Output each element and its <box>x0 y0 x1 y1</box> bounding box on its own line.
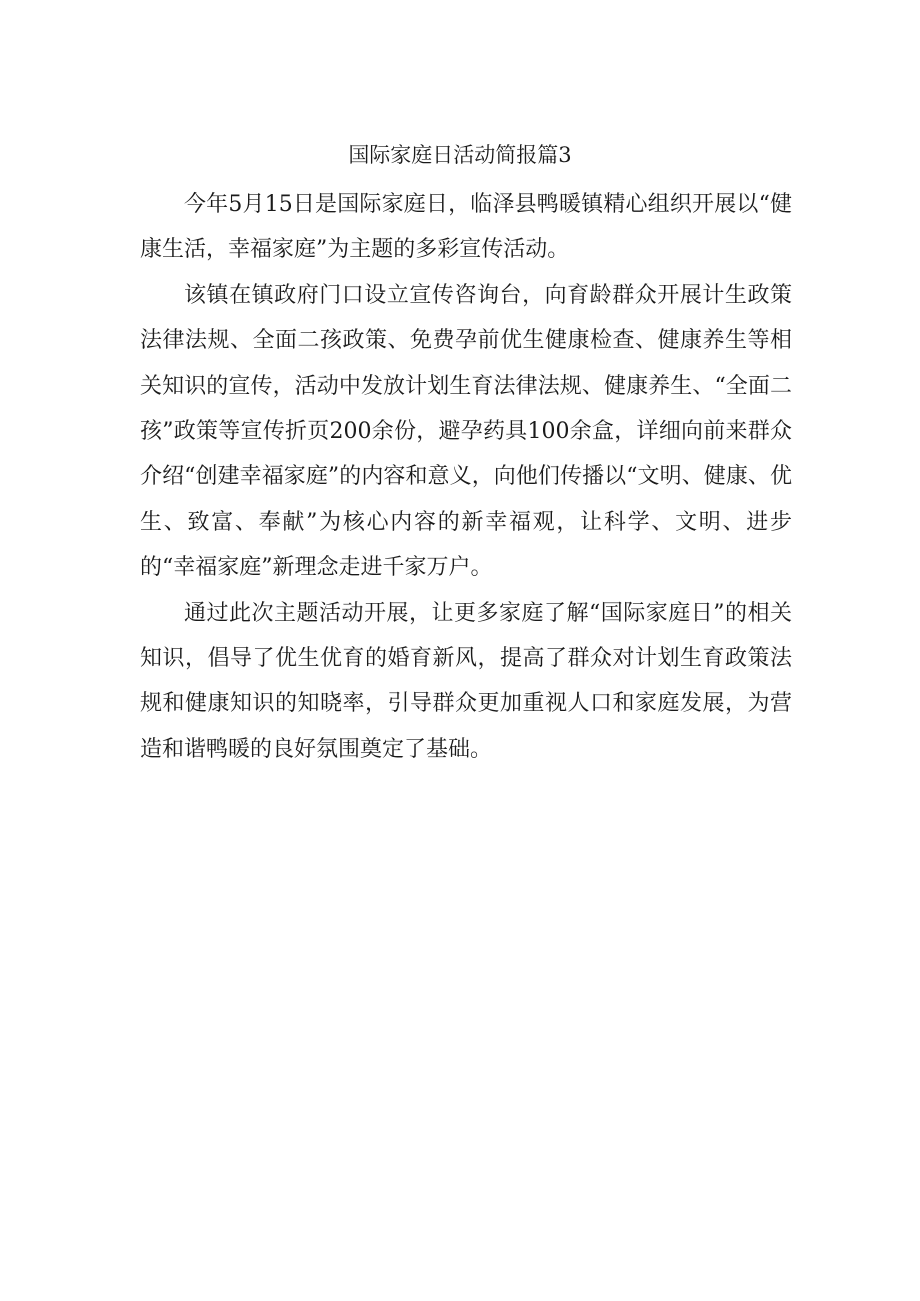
paragraph-3: 通过此次主题活动开展，让更多家庭了解“国际家庭日”的相关知识，倡导了优生优育的婚育新风，提高了群众对计划生育政策法规和健康知识的知晓率，引导群众更加重视人口和家庭发展，为营造和谐鸭暖的良好氛围奠定了基础。 <box>140 600 792 762</box>
paragraph-2: 该镇在镇政府门口设立宣传咨询台，向育龄群众开展计生政策法律法规、全面二孩政策、免费孕前优生健康检查、健康养生等相关知识的宣传，活动中发放计划生育法律法规、健康养生、“全面二孩”政策等宣传折页200余份，避孕药具100余盒，详细向前来群众介绍“创建幸福家庭”的内容和意义，向他们传播以“文明、健康、优生、致富、奉献”为核心内容的新幸福观，让科学、文明、进步的“幸福家庭”新理念走进千家万户。 <box>140 282 792 581</box>
document-title: 国际家庭日活动简报篇3 <box>348 143 572 167</box>
document-body <box>140 182 792 772</box>
paragraph-1: 今年5月15日是国际家庭日，临泽县鸭暖镇精心组织开展以“健康生活，幸福家庭”为主题的多彩宣传活动。 <box>140 192 792 263</box>
